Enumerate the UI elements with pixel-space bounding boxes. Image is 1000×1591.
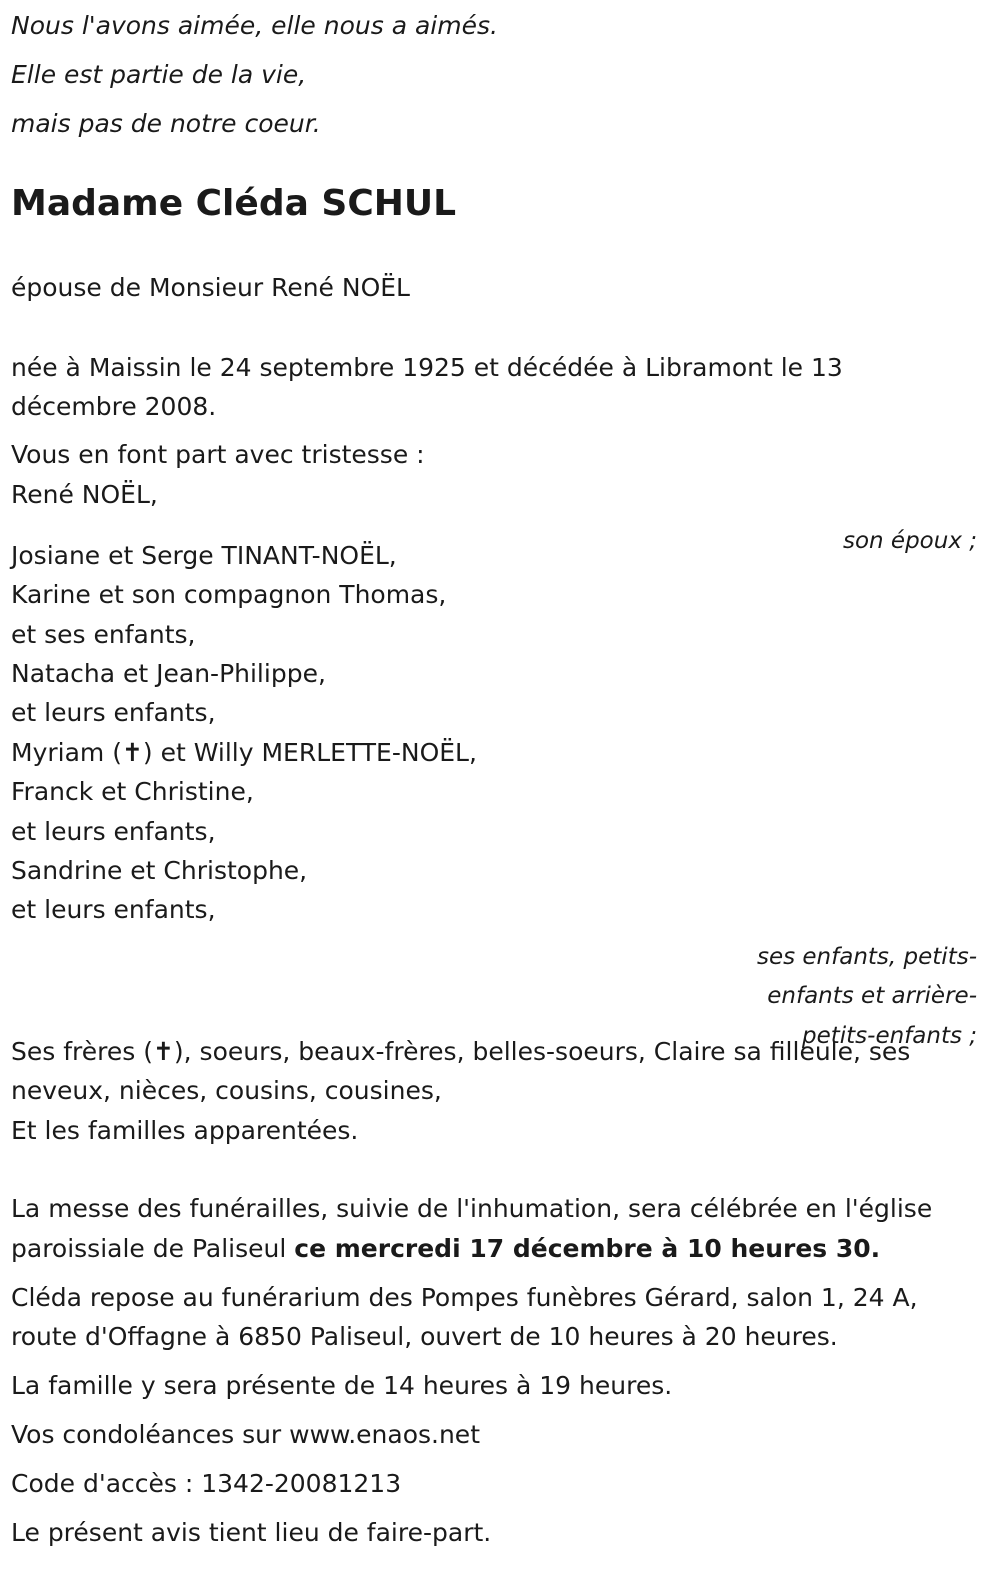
husband-role: son époux ; (842, 528, 977, 554)
funeral-place: paroissiale de Paliseul (11, 1234, 295, 1263)
spouse-line: épouse de Monsieur René NOËL (11, 273, 410, 302)
child-line-10: et leurs enfants, (11, 895, 216, 924)
funeral-date-time: ce mercredi 17 décembre à 10 heures 30. (294, 1234, 881, 1263)
child-line-1: Josiane et Serge TINANT-NOËL, (11, 541, 397, 570)
birth-death-line-2: décembre 2008. (11, 392, 217, 421)
access-code-line: Code d'accès : 1342-20081213 (11, 1469, 402, 1498)
deceased-name: Madame Cléda SCHUL (11, 183, 457, 224)
poem-line-1: Nous l'avons aimée, elle nous a aimés. (11, 11, 498, 40)
birth-death-line-1: née à Maissin le 24 septembre 1925 et décédée à Libramont le 13 (11, 353, 843, 382)
child-line-5: et leurs enfants, (11, 698, 216, 727)
relatives-line-1: Ses frères (✝), soeurs, beaux-frères, belles-soeurs, Claire sa filleule, ses (11, 1037, 911, 1066)
funeral-line-1: La messe des funérailles, suivie de l'inhumation, sera célébrée en l'église (11, 1194, 933, 1223)
children-role-line-1: ses enfants, petits- (756, 944, 977, 970)
child-line-8: et leurs enfants, (11, 817, 216, 846)
child-line-3: et ses enfants, (11, 620, 196, 649)
husband-line: René NOËL, (11, 480, 158, 509)
funeral-line-2 (11, 1234, 880, 1264)
relatives-line-2: neveux, nièces, cousins, cousines, (11, 1076, 442, 1105)
child-line-6: Myriam (✝) et Willy MERLETTE-NOËL, (11, 738, 477, 767)
poem-line-3: mais pas de notre coeur. (11, 109, 321, 138)
condolences-line: Vos condoléances sur www.enaos.net (11, 1420, 480, 1449)
child-line-4: Natacha et Jean-Philippe, (11, 659, 326, 688)
rest-line-2: route d'Offagne à 6850 Paliseul, ouvert de 10 heures à 20 heures. (11, 1322, 838, 1351)
child-line-7: Franck et Christine, (11, 777, 254, 806)
announce-line: Vous en font part avec tristesse : (11, 440, 425, 469)
children-role-line-2: enfants et arrière- (767, 983, 977, 1009)
children-role-line-3: petits-enfants ; (801, 1023, 977, 1049)
child-line-2: Karine et son compagnon Thomas, (11, 580, 447, 609)
poem-line-2: Elle est partie de la vie, (11, 60, 307, 89)
rest-line-1: Cléda repose au funérarium des Pompes funèbres Gérard, salon 1, 24 A, (11, 1283, 918, 1312)
family-presence: La famille y sera présente de 14 heures à 19 heures. (11, 1371, 673, 1400)
relatives-line-3: Et les familles apparentées. (11, 1116, 359, 1145)
closing-line: Le présent avis tient lieu de faire-part. (11, 1518, 492, 1547)
child-line-9: Sandrine et Christophe, (11, 856, 308, 885)
